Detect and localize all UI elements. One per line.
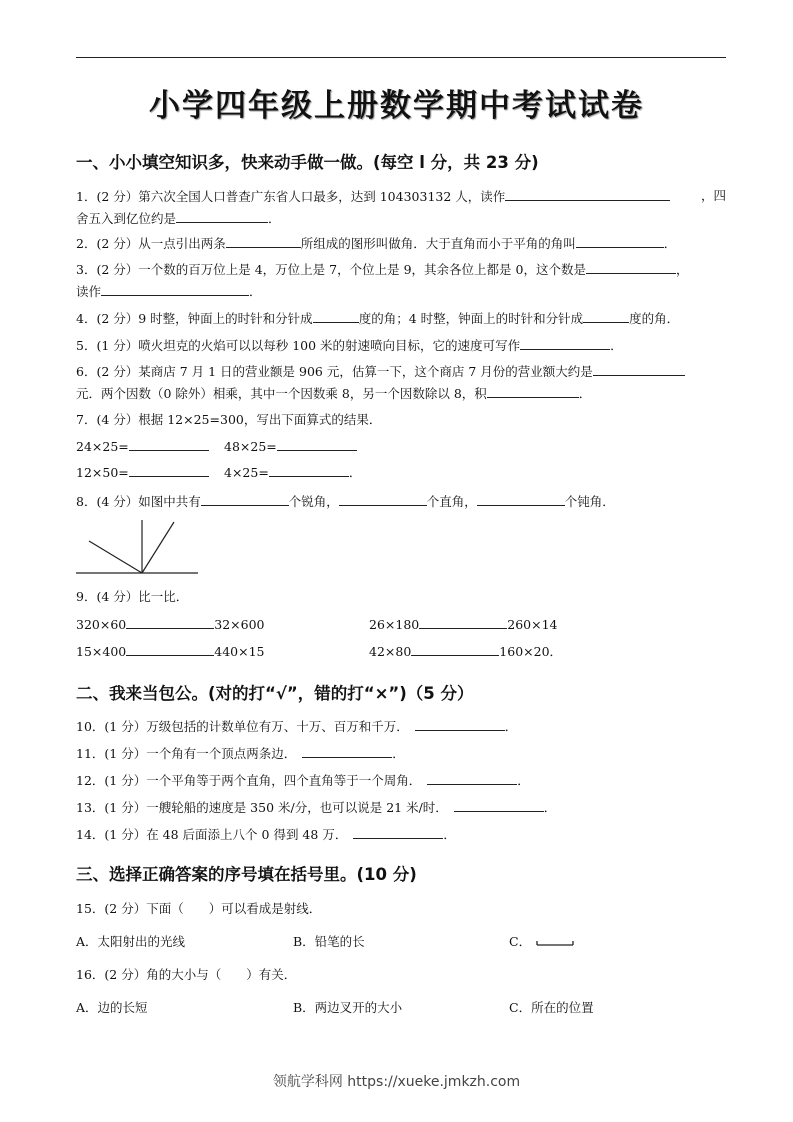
answer-blank[interactable] [586,261,676,274]
header-rule [76,57,726,58]
answer-blank[interactable] [129,438,209,451]
q7-item-4: 4×25= ． [224,465,362,480]
page-title: 小学四年级上册数学期中考试试卷 [149,88,644,124]
q16-option-a[interactable]: A．边的长短 [76,1000,148,1015]
question-6-line-1: 6．(2 分）某商店 7 月 1 日的营业额是 906 元，估算一下，这个商店 7 月份的营业额大约是 [76,363,685,380]
q7-item-3: 12×50= [76,464,209,481]
answer-blank[interactable] [302,745,392,758]
question-13: 13．(1 分）一艘轮船的速度是 350 米/分，也可以说是 21 米/时． ． [76,800,557,815]
section-2-heading: 二、我来当包公。(对的打“√”，错的打“×”)（5 分） [76,684,474,703]
answer-blank[interactable] [415,718,505,731]
answer-blank[interactable] [411,643,499,656]
answer-blank[interactable] [226,235,301,248]
question-4: 4．(2 分）9 时整，钟面上的时针和分针成 度的角；4 时整，钟面上的时针和分针成 度的角． [76,311,680,326]
q9-item-4: 42×80 160×20． [369,644,563,659]
q15-option-b[interactable]: B．铅笔的长 [293,934,365,949]
question-1-line-1: 1．(2 分）第六次全国人口普查广东省人口最多，达到 104303132 人，读作 ，四 [76,188,726,204]
answer-blank[interactable] [126,643,214,656]
answer-blank[interactable] [454,799,544,812]
question-2: 2．(2 分）从一点引出两条 所组成的图形叫做角．大于直角而小于平角的角叫 ． [76,236,677,251]
answer-blank[interactable] [126,616,214,629]
answer-blank[interactable] [201,493,289,506]
question-10: 10．(1 分）万级包括的计数单位有万、十万、百万和千万． ． [76,719,518,734]
question-3-line-2: 读作 ． [76,284,262,299]
answer-blank[interactable] [176,210,268,223]
q7-item-1: 24×25= [76,438,209,455]
question-9: 9．(4 分）比一比． [76,589,189,604]
line-segment-figure [535,938,575,948]
question-12: 12．(1 分）一个平角等于两个直角，四个直角等于一个周角． ． [76,773,530,788]
answer-blank[interactable] [576,235,664,248]
question-16: 16．(2 分）角的大小与（ ）有关． [76,967,297,982]
q9-item-3: 15×400 440×15 [76,644,265,659]
question-11: 11．(1 分）一个角有一个顶点两条边． ． [76,746,405,761]
question-14: 14．(1 分）在 48 后面添上八个 0 得到 48 万． ． [76,827,456,842]
q16-option-c[interactable]: C．所在的位置 [509,1000,594,1015]
answer-blank[interactable] [487,385,579,398]
answer-blank[interactable] [101,283,249,296]
q15-option-c[interactable]: C． [509,934,575,950]
q16-option-b[interactable]: B．两边叉开的大小 [293,1000,403,1015]
q9-item-2: 26×180 260×14 [369,617,558,632]
q9-item-1: 320×60 32×600 [76,617,265,632]
question-3-line-1: 3．(2 分）一个数的百万位上是 4，万位上是 7，个位上是 9，其余各位上都是 0，这个数是 ， [76,262,689,277]
answer-blank[interactable] [520,337,610,350]
answer-blank[interactable] [277,438,357,451]
question-7: 7．(4 分）根据 12×25=300，写出下面算式的结果． [76,412,382,427]
question-8: 8．(4 分）如图中共有 个锐角， 个直角， 个钝角． [76,494,615,509]
answer-blank[interactable] [339,493,427,506]
angle-figure [76,518,201,578]
answer-blank[interactable] [505,188,670,201]
footer-watermark: 领航学科网 https://xueke.jmkzh.com [272,1074,521,1090]
section-1-heading: 一、小小填空知识多，快来动手做一做。(每空 l 分，共 23 分) [76,153,539,172]
q7-item-2: 48×25= [224,438,357,455]
answer-blank[interactable] [313,310,359,323]
answer-blank[interactable] [353,826,443,839]
answer-blank[interactable] [427,772,517,785]
answer-blank[interactable] [269,464,349,477]
q15-option-a[interactable]: A．太阳射出的光线 [76,934,186,949]
question-5: 5．(1 分）喷火坦克的火焰可以以每秒 100 米的射速喷向目标，它的速度可写作 ． [76,338,623,353]
answer-blank[interactable] [129,464,209,477]
answer-blank[interactable] [419,616,507,629]
section-3-heading: 三、选择正确答案的序号填在括号里。(10 分) [76,865,417,884]
question-1-line-2: 舍五入到亿位约是 ． [76,211,281,226]
answer-blank[interactable] [583,310,629,323]
answer-blank[interactable] [477,493,565,506]
question-15: 15．(2 分）下面（ ）可以看成是射线． [76,901,322,916]
answer-blank[interactable] [593,363,685,376]
question-6-line-2: 元．两个因数（0 除外）相乘，其中一个因数乘 8，另一个因数除以 8，积 ． [76,386,592,401]
